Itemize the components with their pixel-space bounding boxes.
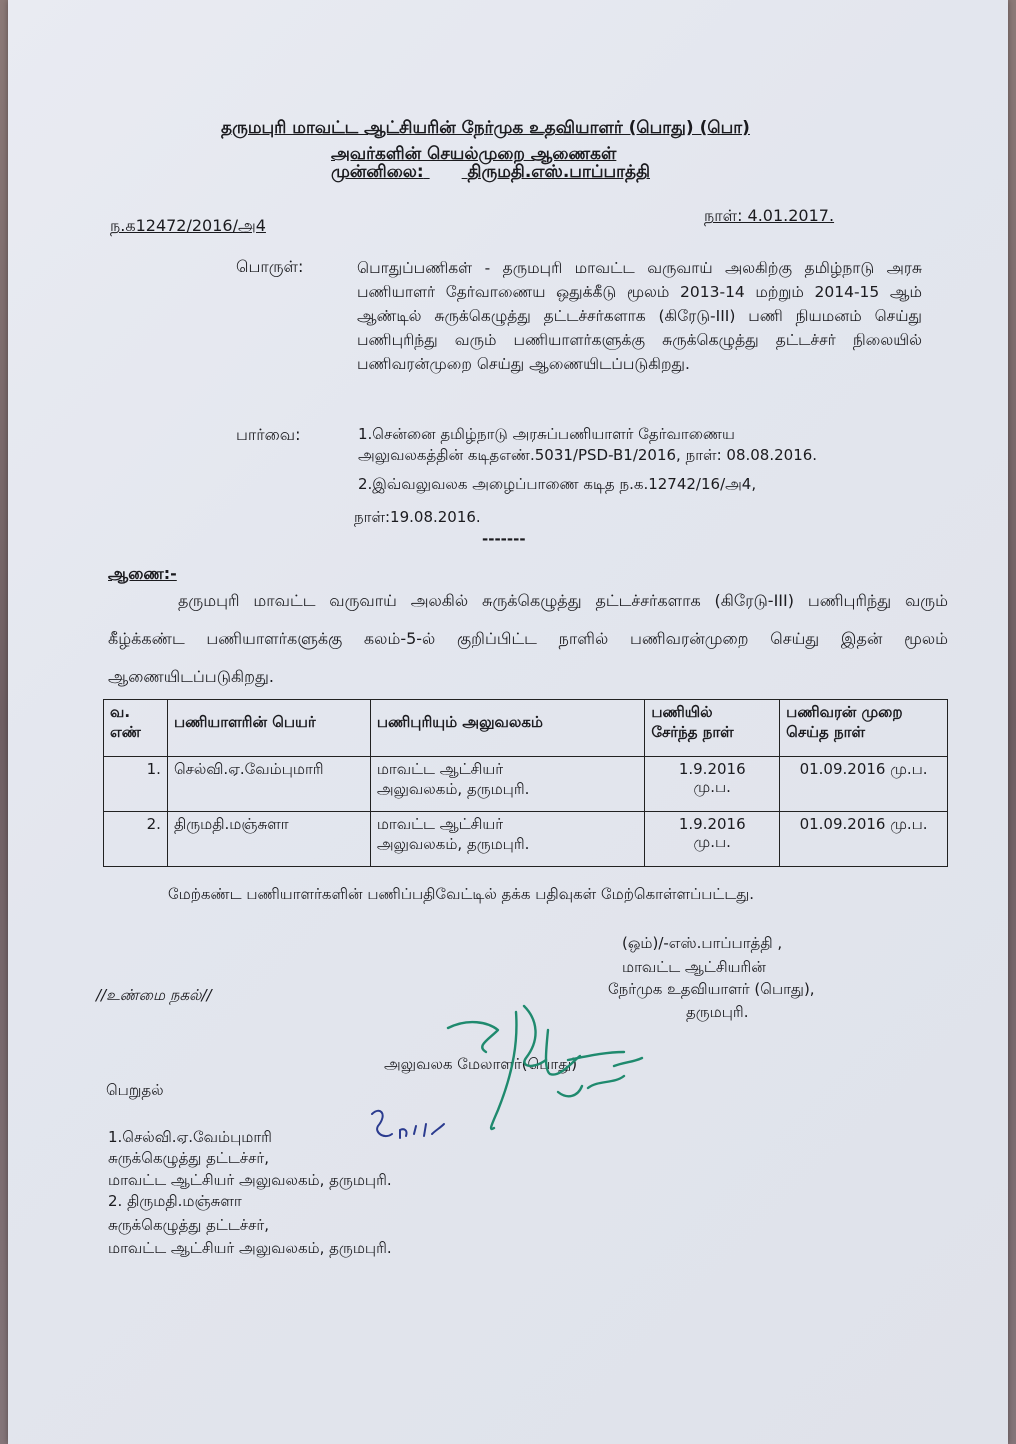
presence-label: முன்னிலை: [331, 162, 424, 182]
subject-label: பொருள்: [236, 257, 304, 276]
header-name-text: பணியாளரின் பெயர் [173, 713, 316, 731]
order-text: தருமபுரி மாவட்ட வருவாய் அலகில் சுருக்கெழுத்து தட்டச்சர்களாக (கிரேடு-III) பணிபுரிந்து வரும் கீழ்க்கண்ட பணியாளர்களுக்கு கலம்-5-ல் குறிப்பிட்ட நாளில் பணிவரன்முறை செய்து இதன் மூலம் ஆணையிடப்படுகிறது. [108, 591, 948, 686]
row-regularised: 01.09.2016 மு.ப. [780, 757, 948, 812]
note-text: மேற்கண்ட பணியாளர்களின் பணிப்பதிவேட்டில் தக்க பதிவுகள் மேற்கொள்ளப்பட்டது. [168, 885, 755, 903]
true-copy: //உண்மை நகல்// [96, 986, 212, 1004]
recipient-line: சுருக்கெழுத்து தட்டச்சர், [108, 1216, 269, 1234]
signatory-line-2: மாவட்ட ஆட்சியரின் [622, 958, 766, 976]
reference-separator: ------- [482, 530, 526, 548]
row-name: திருமதி.மஞ்சுளா [167, 812, 370, 867]
row-office-line-2: அலுவலகம், தருமபுரி. [376, 835, 530, 853]
document-page [8, 0, 1008, 1444]
reference-line-2: அலுவலகத்தின் கடிதஎண்.5031/PSD-B1/2016, நாள்: 08.08.2016. [358, 446, 818, 464]
row-name: செல்வி.ஏ.வேம்புமாரி [167, 757, 370, 812]
reference-number: ந.க12472/2016/அ4 [110, 216, 266, 235]
presence-name: திருமதி.எஸ்.பாப்பாத்தி [467, 162, 650, 182]
table-header-row [104, 700, 948, 757]
header-joined [645, 700, 780, 757]
row-joined-line-2: மு.ப. [693, 833, 731, 851]
row-joined-line-1: 1.9.2016 [678, 760, 746, 778]
header-joined-line-1: பணியில் [651, 703, 713, 721]
row-office-line-1: மாவட்ட ஆட்சியர் [376, 815, 504, 833]
recipient-line: 2. திருமதி.மஞ்சுளா [108, 1192, 242, 1210]
row-joined-line-1: 1.9.2016 [678, 815, 746, 833]
row-joined [645, 812, 780, 867]
regularisation-table [103, 699, 948, 867]
row-office-line-2: அலுவலகம், தருமபுரி. [376, 780, 530, 798]
table-row [104, 757, 948, 812]
recipient-line: மாவட்ட ஆட்சியர் அலுவலகம், தருமபுரி. [108, 1171, 392, 1189]
signatory-line-4: தருமபுரி. [686, 1003, 749, 1021]
row-office [370, 812, 645, 867]
header-presence [331, 162, 650, 184]
reference-line-3: 2.இவ்வலுவலக அழைப்பாணை கடித ந.க.12742/16/அ4, [358, 475, 757, 493]
signature-icon [428, 1000, 668, 1140]
reference-line-4: நாள்:19.08.2016. [354, 508, 481, 526]
row-joined-line-2: மு.ப. [693, 778, 731, 796]
recipient-line: 1.செல்வி.ஏ.வேம்புமாரி [108, 1128, 272, 1146]
row-office [370, 757, 645, 812]
header-line-2: அவர்களின் செயல்முறை ஆணைகள் [331, 144, 617, 164]
header-sno [104, 700, 168, 757]
recipients-label: பெறுதல் [106, 1081, 164, 1099]
row-office-line-1: மாவட்ட ஆட்சியர் [376, 760, 504, 778]
subject-text: பொதுப்பணிகள் - தருமபுரி மாவட்ட வருவாய் அலகிற்கு தமிழ்நாடு அரசு பணியாளர் தேர்வாணைய ஒதுக்கீடு மூலம் 2013-14 மற்றும் 2014-15 ஆம் ஆண்டில் சுருக்கெழுத்து தட்டச்சர்களாக (கிரேடு-III) பணி நியமனம் செய்து பணிபுரிந்து வரும் பணியாளர்களுக்கு சுருக்கெழுத்து தட்டச்சர் நிலையில் பணிவரன்முறை செய்து ஆணையிடப்படுகிறது. [357, 259, 922, 373]
header-regularised-line-1: பணிவரன் முறை [786, 703, 903, 721]
table-row [104, 812, 948, 867]
row-sno: 2. [104, 812, 168, 867]
row-regularised: 01.09.2016 மு.ப. [780, 812, 948, 867]
header-name [167, 700, 370, 757]
header-office [370, 700, 645, 757]
order-label: ஆணை:- [108, 564, 177, 583]
header-regularised-line-2: செய்த நாள் [786, 723, 865, 741]
header-joined-line-2: சேர்ந்த நாள் [651, 723, 734, 741]
recipient-line: சுருக்கெழுத்து தட்டச்சர், [108, 1149, 269, 1167]
reference-line-1: 1.சென்னை தமிழ்நாடு அரசுப்பணியாளர் தேர்வாணைய [358, 425, 735, 443]
header-sno-line-2: எண் [110, 723, 141, 741]
recipient-line: மாவட்ட ஆட்சியர் அலுவலகம், தருமபுரி. [108, 1239, 392, 1257]
header-office-text: பணிபுரியும் அலுவலகம் [376, 713, 543, 731]
signatory-line-3: நேர்முக உதவியாளர் (பொது), [608, 980, 815, 998]
row-sno: 1. [104, 757, 168, 812]
initials-icon [364, 1100, 454, 1160]
order-date: நாள்: 4.01.2017. [704, 206, 835, 225]
header-line-1: தருமபுரி மாவட்ட ஆட்சியரின் நேர்முக உதவியாளர் (பொது) (பொ) [221, 118, 750, 138]
signatory-line-1: (ஒம்)/-எஸ்.பாப்பாத்தி , [622, 934, 783, 952]
attested-by: அலுவலக மேலாளர்(பொது) [384, 1055, 578, 1073]
header-regularised [780, 700, 948, 757]
header-sno-line-1: வ. [110, 703, 131, 721]
reference-label: பார்வை: [236, 425, 301, 444]
row-joined [645, 757, 780, 812]
